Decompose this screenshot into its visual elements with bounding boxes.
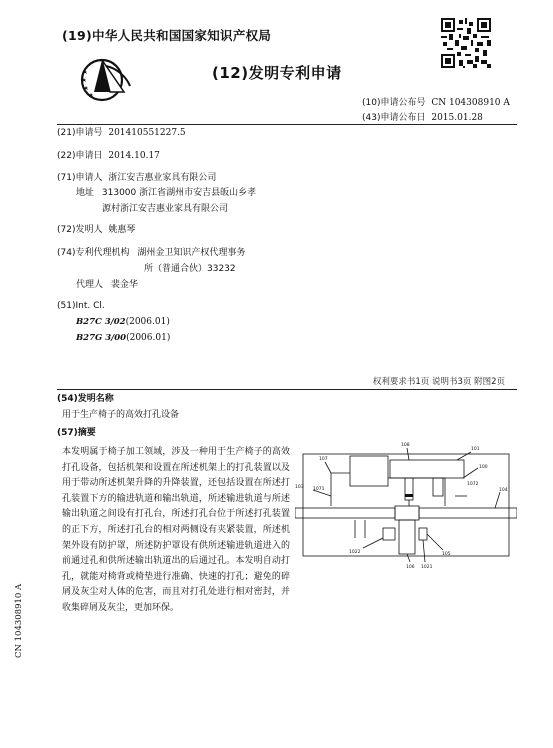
publication-number: (10)申请公布号 CN 104308910 A (362, 98, 510, 108)
ipc-classification-2: B27G 3/00(2006.01) (76, 333, 171, 343)
page-count-info: 权利要求书1页 说明书3页 附图2页 (372, 377, 505, 387)
clamp-right (419, 528, 427, 540)
int-cl-label: (51)Int. Cl. (57, 301, 105, 311)
leader-101 (457, 452, 471, 460)
applicant-address: 地址 313000 浙江省湖州市安吉县皈山乡孝 (76, 188, 257, 198)
invention-title-label: (54)发明名称 (57, 394, 114, 404)
label-108: 108 (401, 443, 410, 448)
label-1021: 1021 (421, 565, 433, 570)
leader-107 (325, 462, 331, 473)
abstract-text: 本发明属于椅子加工领域，涉及一种用于生产椅子的高效打孔设备，包括机架和设置在所述机架上的打孔装置以及用于带动所述机架升降的升降装置，还包括设置在所述打孔装置下方的输进轨道和输出轨道，所述输进轨道与所述输出轨道之间设有打孔台，所述打孔台位于所述打孔装置的正下方，所述打孔台的相对两侧设有夹紧装置，所述机架外设有防护罩，所述防护罩设有供所述输进轨道进入的前通过孔和供所述输出轨道出的后通过孔。本发明自动打孔，就能对椅背或椅垫进行准确、快速的打孔；避免的碎屑及灰尘对人体的危害，而且对打孔处进行相对密封，并收集碎屑及灰尘，更加环保。 (62, 447, 290, 613)
application-number: (21)申请号 201410551227.5 (57, 128, 186, 138)
label-1022: 1022 (349, 550, 361, 555)
invention-title: 用于生产椅子的高效打孔设备 (62, 410, 180, 420)
leader-1022 (363, 538, 383, 548)
label-107: 107 (319, 457, 328, 462)
frame-arm-right (388, 478, 445, 506)
frame-top (390, 460, 464, 478)
clamp-left (383, 528, 395, 540)
label-100: 100 (479, 465, 488, 470)
abstract-label: (57)摘要 (57, 428, 96, 438)
abstract-drawing (295, 438, 517, 573)
leader-104 (495, 492, 500, 508)
label-104: 104 (499, 488, 508, 493)
label-101: 101 (471, 447, 480, 452)
patent-agency: (74)专利代理机构 湖州金卫知识产权代理事务 (57, 248, 246, 258)
leader-105 (427, 534, 443, 550)
drilling-table (395, 506, 419, 520)
leader-1021 (423, 540, 425, 562)
document-type: (12)发明专利申请 (212, 64, 342, 82)
qr-code-icon (441, 18, 491, 68)
leader-100 (463, 468, 478, 478)
output-track (419, 508, 517, 518)
table-support (399, 520, 415, 554)
label-103: 103 (295, 485, 304, 490)
header-rule (57, 124, 517, 125)
leader-106 (407, 554, 410, 562)
section-rule (57, 389, 517, 390)
applicant: (71)申请人 浙江安吉惠业家具有限公司 (57, 173, 217, 183)
cnipa-logo (80, 52, 138, 108)
patent-agency-line2: 所（普通合伙）33232 (144, 264, 236, 274)
label-105: 105 (442, 552, 451, 557)
publication-date: (43)申请公布日 2015.01.28 (362, 113, 483, 123)
inventor: (72)发明人 姚惠琴 (57, 225, 136, 235)
office-name: (19)中华人民共和国国家知识产权局 (62, 28, 272, 43)
sidebar-publication-number: CN 104308910 A (14, 583, 24, 658)
frame-column (433, 478, 443, 496)
label-106: 106 (406, 565, 415, 570)
label-1071: 1071 (313, 487, 325, 492)
ipc-classification-1: B27C 3/02(2006.01) (76, 317, 170, 327)
frame-legs (355, 520, 365, 538)
patent-agent: 代理人 裴金华 (76, 280, 138, 290)
lift-device (350, 456, 388, 486)
input-track (295, 508, 395, 518)
frame-arm-left (331, 473, 350, 506)
applicant-address-line2: 源村浙江安吉惠业家具有限公司 (102, 204, 229, 214)
drill-chuck (405, 494, 413, 497)
label-1072: 1072 (467, 482, 479, 487)
filing-date: (22)申请日 2014.10.17 (57, 151, 160, 161)
